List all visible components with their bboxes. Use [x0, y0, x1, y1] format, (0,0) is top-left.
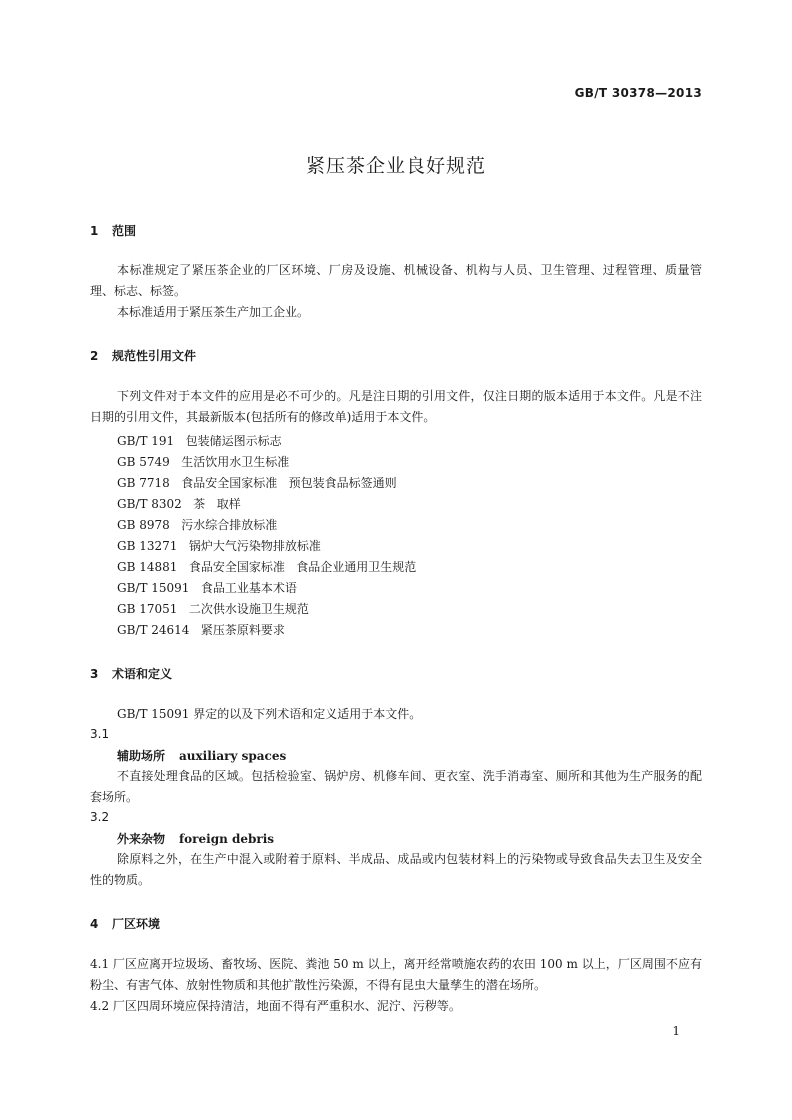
- reference-item: GB/T 24614 紧压茶原料要求: [117, 623, 285, 637]
- term-definition: 不直接处理食品的区域。包括检验室、锅炉房、机修车间、更衣室、洗手消毒室、厕所和其他为生产服务的配套场所。: [90, 769, 702, 804]
- reference-item: GB 7718 食品安全国家标准 预包装食品标签通则: [117, 476, 397, 490]
- section-1-heading: [90, 222, 136, 239]
- reference-item: GB 17051 二次供水设施卫生规范: [117, 602, 309, 616]
- reference-item: GB/T 8302 茶 取样: [117, 497, 241, 511]
- section-4-heading: [90, 915, 160, 932]
- clause-4-2: 4.2 厂区四周环境应保持清洁，地面不得有严重积水、泥泞、污秽等。: [90, 999, 461, 1013]
- term-name: 辅助场所: [117, 749, 166, 763]
- reference-item: GB/T 15091 食品工业基本术语: [117, 581, 297, 595]
- section-title: 术语和定义: [112, 667, 173, 681]
- clause-4-1: 4.1 厂区应离开垃圾场、畜牧场、医院、粪池 50 m 以上，离开经常喷施农药的农田 100 m 以上，厂区周围不应有粉尘、有害气体、放射性物质和其他扩散性污染源，不得有昆虫大量孳生的潜在场所。: [90, 957, 702, 992]
- section-number: 1: [90, 224, 99, 238]
- standard-code: GB/T 30378—2013: [574, 86, 702, 100]
- term-english: auxiliary spaces: [179, 749, 287, 763]
- term-name: 外来杂物: [117, 832, 166, 846]
- term-definition: 除原料之外，在生产中混入或附着于原料、半成品、成品或内包装材料上的污染物或导致食品失去卫生及安全性的物质。: [90, 852, 702, 887]
- section-title: 规范性引用文件: [112, 349, 197, 363]
- section-number: 2: [90, 349, 99, 363]
- section-number: 4: [90, 917, 99, 931]
- term-english: foreign debris: [179, 832, 275, 846]
- document-title: 紧压茶企业良好规范: [305, 155, 486, 177]
- term-number: 3.1: [90, 727, 110, 741]
- section-3-heading: [90, 665, 172, 682]
- section-2-paragraph-1: 下列文件对于本文件的应用是必不可少的。凡是注日期的引用文件，仅注日期的版本适用于本文件。凡是不注日期的引用文件，其最新版本(包括所有的修改单)适用于本文件。: [90, 389, 702, 424]
- reference-item: GB 13271 锅炉大气污染物排放标准: [117, 539, 321, 553]
- reference-item: GB 14881 食品安全国家标准 食品企业通用卫生规范: [117, 560, 417, 574]
- section-number: 3: [90, 667, 99, 681]
- term-title: [117, 747, 286, 764]
- term-title: [117, 830, 274, 847]
- reference-item: GB 5749 生活饮用水卫生标准: [117, 455, 290, 469]
- section-2-heading: [90, 347, 196, 364]
- section-1-paragraph-2: 本标准适用于紧压茶生产加工企业。: [117, 305, 310, 319]
- reference-item: GB/T 191 包装储运图示标志: [117, 434, 282, 448]
- reference-item: GB 8978 污水综合排放标准: [117, 518, 278, 532]
- section-1-paragraph-1: 本标准规定了紧压茶企业的厂区环境、厂房及设施、机械设备、机构与人员、卫生管理、过程管理、质量管理、标志、标签。: [90, 263, 702, 298]
- section-title: 厂区环境: [112, 917, 161, 931]
- section-3-paragraph-1: GB/T 15091 界定的以及下列术语和定义适用于本文件。: [117, 707, 422, 721]
- page-number: 1: [672, 1024, 680, 1038]
- section-title: 范围: [112, 224, 137, 238]
- term-number: 3.2: [90, 810, 110, 824]
